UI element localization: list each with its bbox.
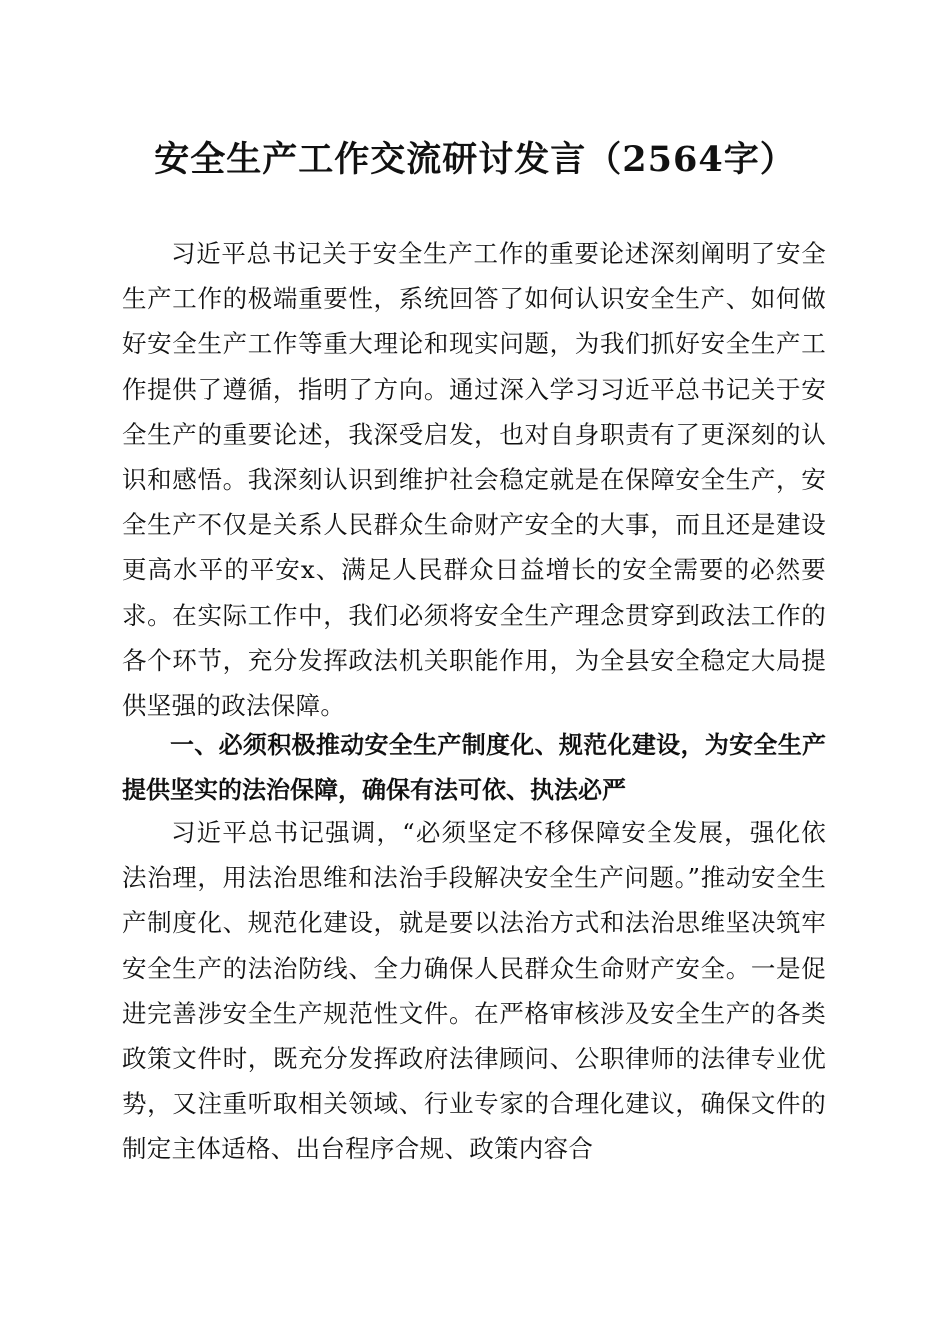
document-title: 安全生产工作交流研讨发言（2564字） xyxy=(154,139,796,180)
intro-paragraph: 习近平总书记关于安全生产工作的重要论述深刻阐明了安全生产工作的极端重要性，系统回答了如何认识安全生产、如何做好安全生产工作等重大理论和现实问题，为我们抓好安全生产工作提供了遵循，指明了方向。通过深入学习习近平总书记关于安全生产的重要论述，我深受启发，也对自身职责有了更深刻的认识和感悟。我深刻认识到维护社会稳定就是在保障安全生产，安全生产不仅是关系人民群众生命财产安全的大事，而且还是建设更高水平的平安x、满足人民群众日益增长的安全需要的必然要求。在实际工作中，我们必须将安全生产理念贯穿到政法工作的各个环节，充分发挥政法机关职能作用，为全县安全稳定大局提供坚强的政法保障。 xyxy=(122,239,826,721)
section-heading: 一、必须积极推动安全生产制度化、规范化建设，为安全生产提供坚实的法治保障，确保有法可依、执法必严 xyxy=(122,731,826,805)
section-paragraph: 习近平总书记强调，“必须坚定不移保障安全发展，强化依法治理，用法治思维和法治手段解决安全生产问题。”推动安全生产制度化、规范化建设，就是要以法治方式和法治思维坚决筑牢安全生产的法治防线、全力确保人民群众生命财产安全。一是促进完善涉安全生产规范性文件。在严格审核涉及安全生产的各类政策文件时，既充分发挥政府法律顾问、公职律师的法律专业优势，又注重听取相关领域、行业专家的合理化建议，确保文件的制定主体适格、出台程序合规、政策内容合 xyxy=(122,818,826,1164)
